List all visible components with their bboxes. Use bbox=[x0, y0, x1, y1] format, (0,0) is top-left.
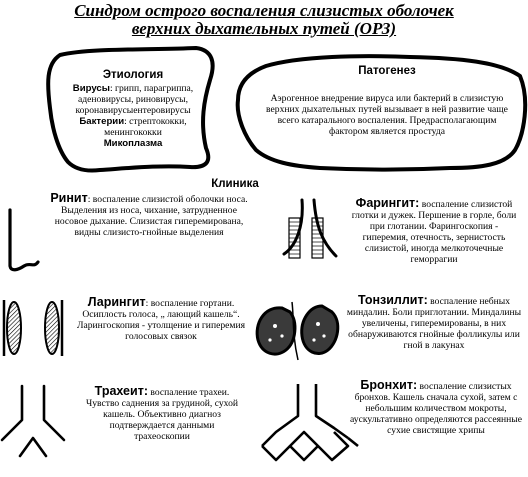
pharyngitis-section bbox=[346, 198, 522, 265]
tonsillitis-text: воспаление небных миндалин. Боли приглотании. Миндалины увеличены, гиперемированы, в них обнаруживаются гнойные фолликулы или гной в лакунах bbox=[346, 296, 522, 351]
pharyngitis-name: Фарингит: bbox=[355, 196, 420, 210]
pathogenesis-text: Аэрогенное внедрение вируса или бактерий в слизистую верхних дыхательных путей вызывает в ней развитие чаще всего катарального воспаления. Предрасполагающим фактором является простуда bbox=[266, 93, 508, 137]
etiology-section bbox=[62, 70, 204, 149]
bronchi-icon bbox=[262, 384, 358, 460]
viruses-label: Вирусы bbox=[72, 83, 110, 94]
trachea-icon bbox=[2, 386, 64, 456]
laryngitis-name: Ларингит bbox=[87, 295, 146, 309]
pharyngitis-text: воспаление слизистой глотки и дужек. Першение в горле, боли при глотании. Фарингоскопия - гиперемия, отечность, зернистость слизистой, иногда мелкоточечные геморрагии bbox=[351, 199, 517, 265]
tonsillitis-section bbox=[346, 295, 522, 351]
laryngitis-text: : воспаление гортани. Осиплость голоса, „ лающий кашель“. Ларингоскопия - утолщение и гиперемия голосовых связок bbox=[76, 298, 246, 342]
title-line-1: Синдром острого воспаления слизистых оболочек bbox=[74, 1, 454, 20]
tonsils-icon bbox=[257, 302, 338, 360]
tracheitis-section bbox=[82, 386, 242, 442]
etiology-bacteria bbox=[62, 116, 204, 138]
bronchitis-text: воспаление слизистых бронхов. Кашель сначала сухой, затем с небольшим количеством мокроты, аускультативно определяются рассеянные сухие свистящие хрипы bbox=[350, 381, 522, 436]
laryngitis-section bbox=[76, 297, 246, 342]
tracheitis-text: воспаление трахеи. Чувство саднения за грудиной, сухой кашель. Объективно диагноз подтверждается данными трахеоскопии bbox=[85, 387, 238, 442]
bronchitis-section bbox=[350, 380, 522, 436]
pathogenesis-heading: Патогенез bbox=[358, 65, 416, 77]
throat-icon bbox=[284, 200, 336, 258]
pathogenesis-section bbox=[262, 66, 512, 137]
vocal-cords-icon bbox=[4, 300, 62, 356]
bacteria-text: : стрептококки, менингококки bbox=[104, 116, 187, 138]
bacteria-label: Бактерии bbox=[79, 116, 125, 127]
mycoplasma-label: Микоплазма bbox=[103, 138, 163, 149]
tonsillitis-name: Тонзиллит: bbox=[357, 293, 428, 307]
rhinitis-section bbox=[46, 193, 252, 238]
bronchitis-name: Бронхит: bbox=[360, 378, 418, 392]
viruses-text: : грипп, парагриппа, аденовирусы, риновирусы, коронавирусыентеровирусы bbox=[75, 83, 194, 116]
rhinitis-text: : воспаление слизистой оболочки носа. Выделения из носа, чихание, затрудненное носовое дыхание. Слизистая гиперемирована, видны слизисто-гнойные выделения bbox=[54, 194, 248, 238]
etiology-viruses bbox=[62, 83, 204, 116]
clinic-heading: Клиника bbox=[211, 178, 259, 190]
rhinitis-name: Ринит bbox=[50, 191, 88, 205]
tracheitis-name: Трахеит: bbox=[94, 384, 148, 398]
title-line-2: верхних дыхательных путей (ОРЗ) bbox=[131, 19, 397, 38]
nose-icon bbox=[10, 210, 38, 270]
etiology-heading: Этиология bbox=[102, 69, 164, 81]
